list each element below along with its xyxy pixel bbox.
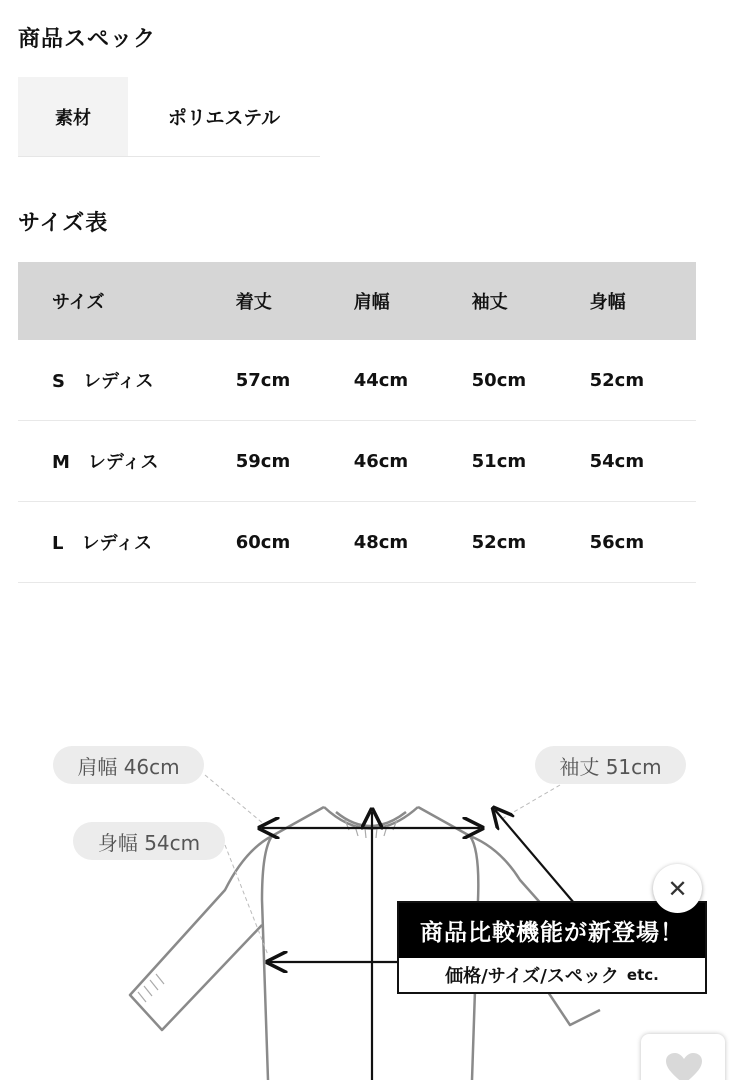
length-cell: 59cm: [235, 450, 291, 472]
length-cell: 57cm: [235, 369, 291, 391]
spec-table: [18, 77, 320, 157]
sleeve-length-label: 袖丈 51cm: [535, 746, 686, 784]
shoulder-cell: 44cm: [353, 369, 409, 391]
shoulder-cell: 46cm: [353, 450, 409, 472]
size-cell: L レディス: [52, 533, 153, 554]
compare-feature-banner[interactable]: [397, 901, 707, 994]
size-cell: S レディス: [52, 371, 154, 392]
table-row: [18, 502, 696, 583]
length-cell: 60cm: [235, 531, 291, 553]
width-cell: 54cm: [589, 450, 645, 472]
banner-subline-suffix: etc.: [626, 966, 659, 984]
size-chart-title: サイズ表: [18, 211, 109, 236]
banner-headline: 商品比較機能が新登場！: [399, 903, 705, 958]
measurement-illustration: [0, 600, 731, 1080]
spec-value-material: ポリエステル: [167, 107, 281, 129]
banner-subline: [399, 958, 705, 992]
header-sleeve: 袖丈: [471, 292, 508, 313]
favorite-floating-button[interactable]: [641, 1034, 725, 1080]
width-cell: 56cm: [589, 531, 645, 553]
header-length: 着丈: [235, 292, 272, 313]
shoulder-width-label: 肩幅 46cm: [53, 746, 204, 784]
size-cell: M レディス: [52, 452, 159, 473]
size-table-header: [18, 262, 696, 340]
header-width: 身幅: [589, 292, 626, 313]
spec-key-material: 素材: [18, 77, 128, 156]
shoulder-cell: 48cm: [353, 531, 409, 553]
header-shoulder: 肩幅: [353, 292, 390, 313]
table-row: [18, 421, 696, 502]
width-cell: 52cm: [589, 369, 645, 391]
header-size: サイズ: [52, 292, 105, 313]
table-row: [18, 340, 696, 421]
body-width-label: 身幅 54cm: [73, 822, 225, 860]
sleeve-cell: 50cm: [471, 369, 527, 391]
spec-section-title: 商品スペック: [18, 27, 157, 52]
sleeve-cell: 51cm: [471, 450, 527, 472]
size-table: [18, 262, 696, 583]
sleeve-cell: 52cm: [471, 531, 527, 553]
heart-icon: [664, 1052, 704, 1080]
close-icon: ✕: [667, 874, 688, 903]
banner-close-button[interactable]: [653, 864, 702, 913]
banner-subline-text: 価格/サイズ/スペック: [445, 966, 619, 987]
